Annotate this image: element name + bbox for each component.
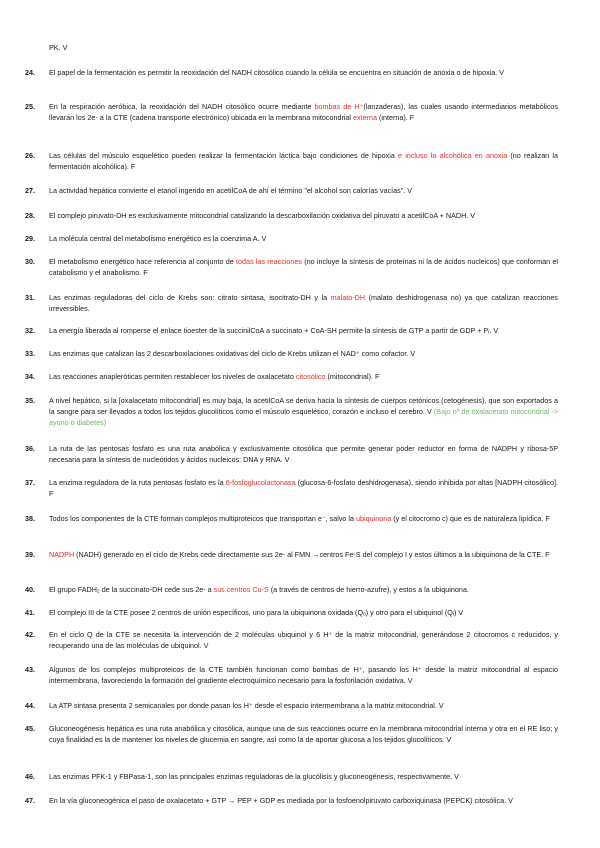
statement-text	[49, 607, 558, 618]
statement-text	[49, 67, 558, 78]
highlighted-text: e incluso la alcohólica en anoxia	[398, 151, 508, 160]
statement-text	[49, 233, 558, 244]
statement-text	[49, 325, 558, 336]
statement-text-segment: La energía liberada al romperse el enlace tioester de la succinilCoA a succinato + CoA-SH permite la síntesis de GTP a partir de GDP + Pᵢ. V	[49, 326, 499, 335]
statement-number: 42.	[25, 630, 35, 639]
highlighted-text: ubiquinona	[356, 514, 392, 523]
statement-number: 33.	[25, 349, 35, 358]
highlighted-text: sus centros Cu-S	[213, 585, 269, 594]
statement-text-segment: El metabolismo energético hace referencia al conjunto de	[49, 257, 236, 266]
highlighted-text: malato-DH	[330, 293, 366, 302]
statement-text-segment: La ATP sintasa presenta 2 semicanales por donde pasan los H⁺ desde el espacio intermembrana a la matriz mitocondrial. V	[49, 701, 444, 710]
statement-text-segment: (no realizan la fermentación alcohólica). F	[49, 151, 558, 172]
statement-number: 24.	[25, 68, 35, 77]
statement-text-segment: (interna). F	[377, 113, 415, 123]
statement-text	[49, 477, 558, 499]
statement-text-segment: La actividad hepática convierte el etanol ingerido en acetilCoA de ahí el término "el alcohol son calorías vacías". V	[49, 186, 413, 195]
statement-number: 34.	[25, 372, 35, 381]
statement-text-segment: En la respiración aeróbica, la reoxidación del NADH citosólico ocurre mediante	[49, 102, 315, 111]
statement-number: 46.	[25, 772, 35, 781]
statement-text	[49, 185, 558, 196]
intro-text: PK. V	[49, 43, 68, 52]
statement-number: 39.	[25, 550, 35, 559]
statement-text	[49, 629, 558, 651]
highlighted-text: externa	[353, 113, 378, 123]
statement-number: 27.	[25, 186, 35, 195]
statement-text	[49, 700, 558, 711]
statement-text	[49, 664, 558, 686]
statement-number: 47.	[25, 796, 35, 805]
statement-text-segment: Las reacciones anapleróticas permiten restablecer los niveles de oxalacetato	[49, 372, 296, 381]
statement-number: 37.	[25, 478, 35, 487]
statement-text	[49, 348, 558, 359]
statement-text	[49, 771, 558, 782]
highlighted-text: bombas de H⁺	[314, 102, 364, 111]
statement-number: 44.	[25, 701, 35, 710]
statement-text	[49, 513, 558, 524]
statement-text	[49, 443, 558, 465]
statement-number: 43.	[25, 665, 35, 674]
statement-text-segment: Algunos de los complejos multiproteicos de la CTE también funcionan como bombas de H⁺, pasando los H⁺ desde la matriz mitocondrial al espacio intermembrana, favoreciendo la formación del gradiente electroquímico necesario para la fosforilación oxidativa. V	[49, 665, 558, 686]
statement-text	[49, 584, 558, 595]
statement-number: 30.	[25, 257, 35, 266]
statement-text	[49, 371, 558, 382]
statement-text-segment: A nivel hepático, si la [oxalacetato mitocondrial] es muy baja, la acetilCoA se deriva hacia la síntesis de cuerpos cetónicos (cetogénesis), que son exportados a la sangre para ser llevados a todos los tejidos glucolíticos como el músculo esquelético, corazón e incluso el cerebro. V	[49, 396, 558, 417]
statement-text-segment: Las enzimas reguladoras del ciclo de Krebs son: citrato sintasa, isocitrato-DH y la	[49, 293, 331, 302]
highlighted-text: (Bajo nº de oxalacetato mitocondrial -> ayuno o diabetes)	[49, 407, 559, 428]
statement-text	[49, 292, 558, 314]
highlighted-text: 6-fosfoglucolactonasa	[225, 478, 296, 487]
statement-text-segment: (malato deshidrogenasa no) ya que catalizan reacciones irreversibles.	[49, 293, 558, 314]
statement-text-segment: (NADH) generado en el ciclo de Krebs cede directamente sus 2e- al FMN →centros Fe-S del complejo I y estos últimos a la ubiquinona de la CTE. F	[74, 550, 550, 559]
statement-number: 40.	[25, 585, 35, 594]
statement-number: 25.	[25, 102, 35, 111]
statement-text-segment: (mitocondrial). F	[325, 372, 380, 381]
statement-text-segment: Todos los componentes de la CTE forman complejos multiproteicos que transportan e⁻, salvo la	[49, 514, 357, 523]
statement-text-segment: (glucosa-6-fosfato deshidrogenasa), siendo inhibida por altas [NADPH citosólico]. F	[49, 478, 558, 499]
statement-text-segment: Las células del músculo esquelético pueden realizar la fermentación láctica bajo condiciones de hipoxia	[49, 151, 399, 160]
statement-text-segment: El grupo FADH₂ de la succinato-DH cede sus 2e- a	[49, 585, 214, 594]
highlighted-text: NADPH	[49, 550, 75, 559]
statement-text-segment: Las enzimas que catalizan las 2 descarboxilaciones oxidativas del ciclo de Krebs utilizan el NAD⁺ como cofactor. V	[49, 349, 416, 358]
statement-number: 31.	[25, 293, 35, 302]
statement-text-segment: (no incluye la síntesis de proteínas ni la de ácidos nucleicos) que conforman el catabolismo y el anabolismo. F	[49, 257, 558, 278]
statement-text	[49, 723, 558, 745]
highlighted-text: citosólico	[295, 372, 326, 381]
statement-text-segment: La molécula central del metabolismo energético es la coenzima A. V	[49, 234, 267, 243]
statement-number: 36.	[25, 444, 35, 453]
statement-text-segment: (y el citocromo c) que es de naturaleza lipídica. F	[391, 514, 550, 523]
statement-text-segment: (lanzaderas), las cuales usando intermediarios metabólicos llevarán los 2e- a la CTE (cadena transporte electrónico) ubicada en la membrana mitocondrial	[49, 102, 559, 123]
statement-number: 28.	[25, 211, 35, 220]
statement-text	[49, 256, 558, 278]
statement-text-segment: La enzima reguladora de la ruta pentosas fosfato es la	[49, 478, 226, 487]
statement-text-segment: Las enzimas PFK-1 y FBPasa-1, son las principales enzimas reguladoras de la glucólisis y gluconeogénesis, respectivamente. V	[49, 772, 459, 781]
statement-number: 45.	[25, 724, 35, 733]
statement-text-segment: La ruta de las pentosas fosfato es una ruta anabólica y exclusivamente citosólica que permite generar poder reductor en forma de NADPH y ribosa-5P necesaria para la síntesis de nucleótidos y ácidos nucleicos: DNA y RNA. V	[49, 444, 558, 465]
statement-number: 32.	[25, 326, 35, 335]
statement-text	[49, 549, 558, 560]
statement-text-segment: (a través de centros de hierro-azufre), y estos a la ubiquinona.	[268, 585, 469, 594]
statement-text	[49, 210, 558, 221]
highlighted-text: todas las reacciones	[235, 257, 303, 266]
statement-number: 35.	[25, 396, 35, 405]
statement-text-segment: El complejo piruvato-DH es exclusivamente mitocondrial catalizando la descarboxilación oxidativa del piruvato a acetilCoA + NADH. V	[49, 211, 476, 220]
statement-number: 29.	[25, 234, 35, 243]
statement-text	[49, 101, 558, 123]
statement-text-segment: Gluconeogénesis hepática es una ruta anabólica y citosólica, aunque una de sus reacciones ocurre en la membrana mitocondrial interna y otra en el RE liso; y cuya finalidad es la de mantener los niveles de glucemia en sangre, así como la de aportar glucosa a los tejidos glucolíticos. V	[49, 724, 558, 745]
statement-text-segment: El complejo III de la CTE posee 2 centros de unión específicos, uno para la ubiquinona oxidada (Qₒ) y otro para el ubiquinol (Qᵢ) V	[49, 608, 464, 617]
statement-number: 26.	[25, 151, 35, 160]
statement-text-segment: El papel de la fermentación es permitir la reoxidación del NADH citosólico cuando la célula se encuentra en situación de anoxia o de hipoxia. V	[49, 68, 505, 77]
statement-text-segment: En el ciclo Q de la CTE se necesita la intervención de 2 moléculas ubiquinol y 6 H⁺ de la matriz mitocondrial, generándose 2 citocromos c reducidos, y recuperando una de las moléculas de ubiquinol. V	[49, 630, 558, 651]
statement-text	[49, 150, 558, 172]
statement-text	[49, 795, 558, 806]
statement-text	[49, 395, 558, 429]
statement-number: 38.	[25, 514, 35, 523]
statement-number: 41.	[25, 608, 35, 617]
statement-text-segment: En la vía gluconeogénica el paso de oxalacetato + GTP → PEP + GDP es mediada por la fosfoenolpiruvato carboxiquinasa (PEPCK) citosólica. V	[49, 796, 513, 805]
